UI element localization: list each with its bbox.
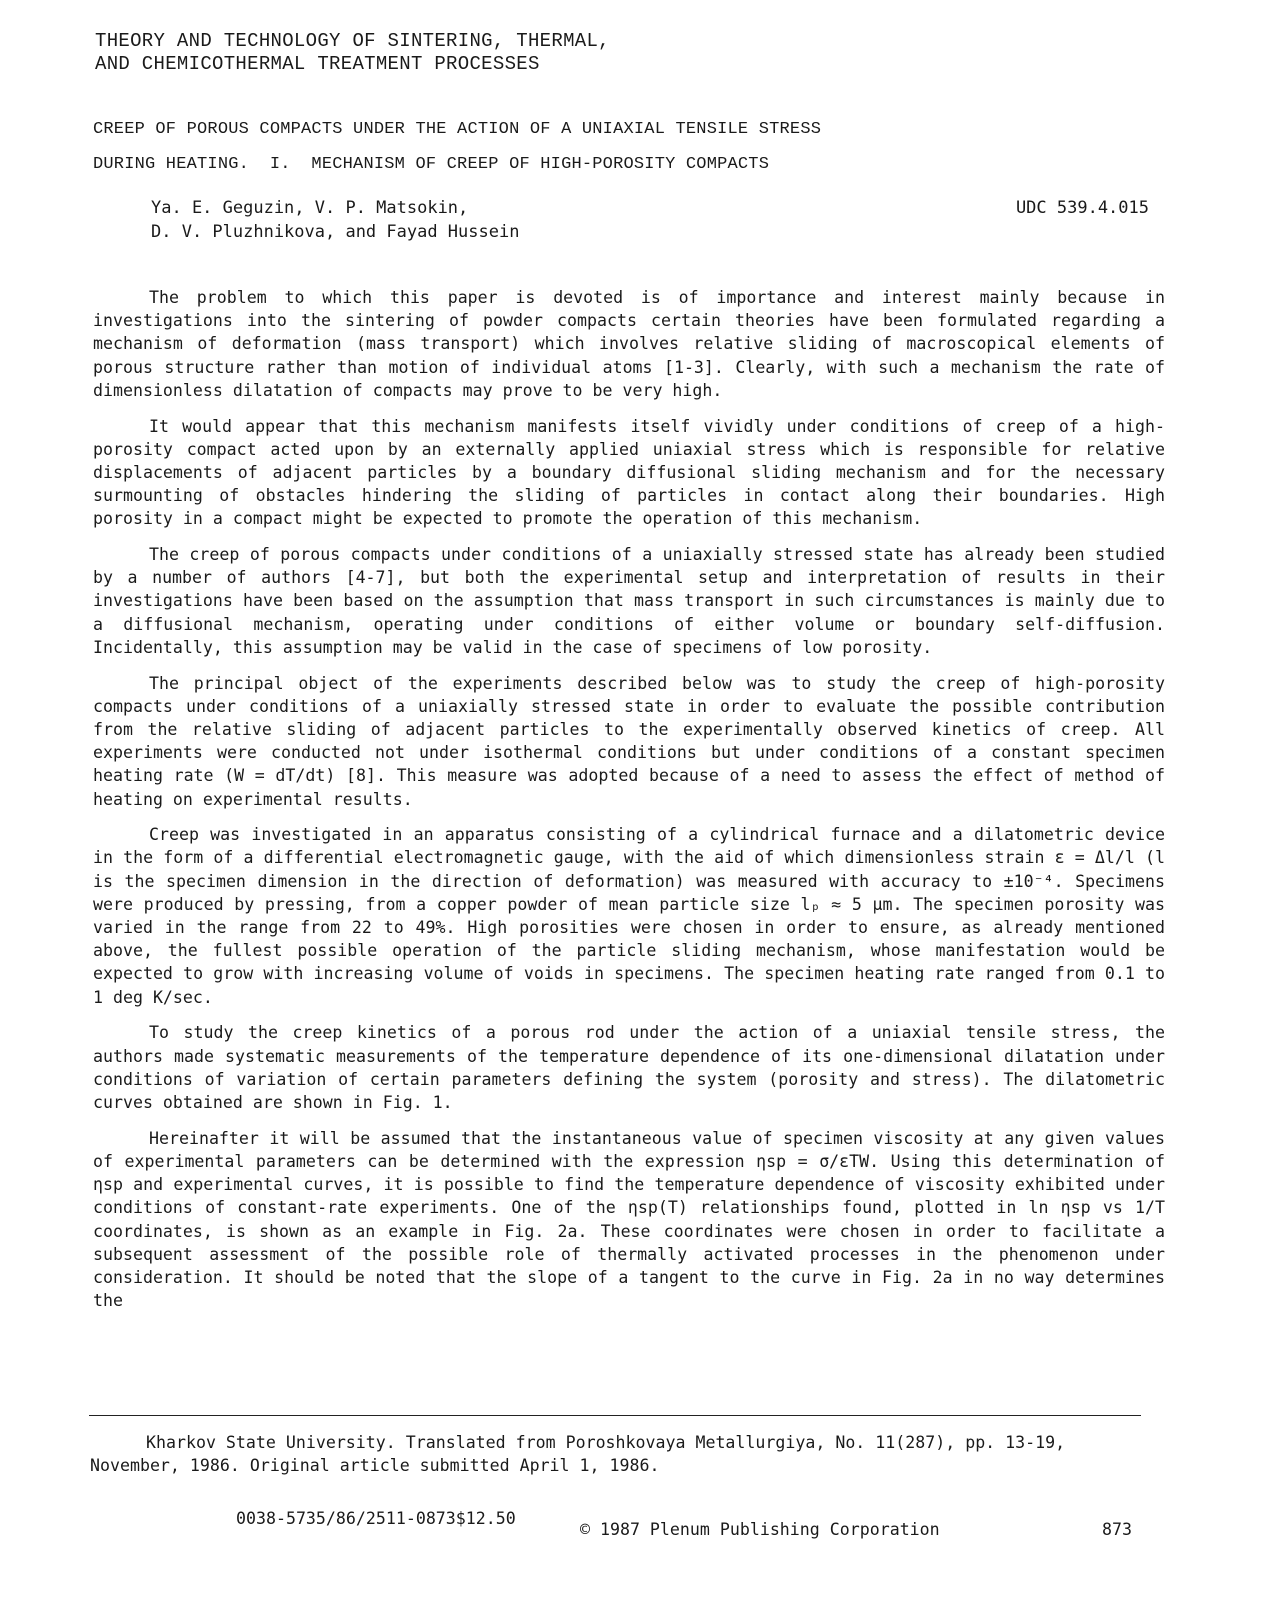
article-body xyxy=(93,286,1165,1325)
footnote-divider xyxy=(89,1415,1141,1416)
author-line-2: D. V. Pluzhnikova, and Fayad Hussein xyxy=(151,222,520,242)
series-heading-line-1: THEORY AND TECHNOLOGY OF SINTERING, THERMAL, xyxy=(95,30,610,52)
article-title-line-1: CREEP OF POROUS COMPACTS UNDER THE ACTION OF A UNIAXIAL TENSILE STRESS xyxy=(93,120,822,139)
article-title-line-2: DURING HEATING. I. MECHANISM OF CREEP OF HIGH-POROSITY COMPACTS xyxy=(93,155,770,174)
page-number: 873 xyxy=(1102,1520,1132,1539)
affiliation-footnote: Kharkov State University. Translated from Poroshkovaya Metallurgiya, No. 11(287), pp. 13-19, November, 1986. Original article submitted April 1, 1986. xyxy=(90,1433,1066,1475)
paragraph-5: Creep was investigated in an apparatus consisting of a cylindrical furnace and a dilatometric device in the form of a differential electromagnetic gauge, with the aid of which dimensionless strain ε = Δl/l (l is the specimen dimension in the direction of deformation) was measured with accuracy to ±10⁻⁴. Specimens were produced by pressing, from a copper powder of mean particle size lₚ ≈ 5 μm. The specimen porosity was varied in the range from 22 to 49%. High porosities were chosen in order to ensure, as already mentioned above, the fullest possible operation of the particle sliding mechanism, whose manifestation would be expected to grow with increasing volume of voids in specimens. The specimen heating rate ranged from 0.1 to 1 deg K/sec. xyxy=(93,825,1165,1007)
paragraph-7: Hereinafter it will be assumed that the instantaneous value of specimen viscosity at any given values of experimental parameters can be determined with the expression ηsp = σ/ε̇TW. Using this determination of ηsp and experimental curves, it is possible to find the temperature dependence of viscosity exhibited under conditions of constant-rate experiments. One of the ηsp(T) relationships found, plotted in ln ηsp vs 1/T coordinates, is shown as an example in Fig. 2a. These coordinates were chosen in order to facilitate a subsequent assessment of the possible role of thermally activated processes in the phenomenon under consideration. It should be noted that the slope of a tangent to the curve in Fig. 2a in no way determines the xyxy=(93,1128,1165,1311)
paragraph-3: The creep of porous compacts under conditions of a uniaxially stressed state has already been studied by a number of authors [4-7], but both the experimental setup and interpretation of results in their investigations have been based on the assumption that mass transport in such circumstances is mainly due to a diffusional mechanism, operating under conditions of either volume or boundary self-diffusion. Incidentally, this assumption may be valid in the case of specimens of low porosity. xyxy=(93,545,1165,657)
series-heading-line-2: AND CHEMICOTHERMAL TREATMENT PROCESSES xyxy=(95,53,540,75)
paragraph-4: The principal object of the experiments described below was to study the creep of high-porosity compacts under conditions of a uniaxially stressed state in order to evaluate the possible contribution from the relative sliding of adjacent particles to the experimentally observed kinetics of creep. All experiments were conducted not under isothermal conditions but under conditions of a constant specimen heating rate (W = dT/dt) [8]. This measure was adopted because of a need to assess the effect of method of heating on experimental results. xyxy=(93,673,1165,809)
copyright-notice: © 1987 Plenum Publishing Corporation xyxy=(580,1520,940,1539)
paragraph-2: It would appear that this mechanism manifests itself vividly under conditions of creep of a high-porosity compact acted upon by an externally applied uniaxial stress which is responsible for relative displacements of adjacent particles by a boundary diffusional sliding mechanism and for the necessary surmounting of obstacles hindering the sliding of particles in contact along their boundaries. High porosity in a compact might be expected to promote the operation of this mechanism. xyxy=(93,416,1165,529)
author-list xyxy=(151,196,519,244)
article-code: 0038-5735/86/2511-0873$12.50 xyxy=(236,1509,516,1528)
paragraph-6: To study the creep kinetics of a porous rod under the action of a uniaxial tensile stress, the authors made systematic measurements of the temperature dependence of its one-dimensional dilatation under conditions of variation of certain parameters defining the system (porosity and stress). The dilatometric curves obtained are shown in Fig. 1. xyxy=(93,1023,1165,1112)
series-heading xyxy=(95,30,610,76)
article-title xyxy=(93,112,821,182)
udc-code: UDC 539.4.015 xyxy=(1015,198,1149,218)
author-line-1: Ya. E. Geguzin, V. P. Matsokin, xyxy=(151,198,469,218)
paragraph-1: The problem to which this paper is devoted is of importance and interest mainly because in investigations into the sintering of powder compacts certain theories have been formulated regarding a mechanism of deformation (mass transport) which involves relative sliding of macroscopical elements of porous structure rather than motion of individual atoms [1-3]. Clearly, with such a mechanism the rate of dimensionless dilatation of compacts may prove to be very high. xyxy=(93,288,1165,400)
